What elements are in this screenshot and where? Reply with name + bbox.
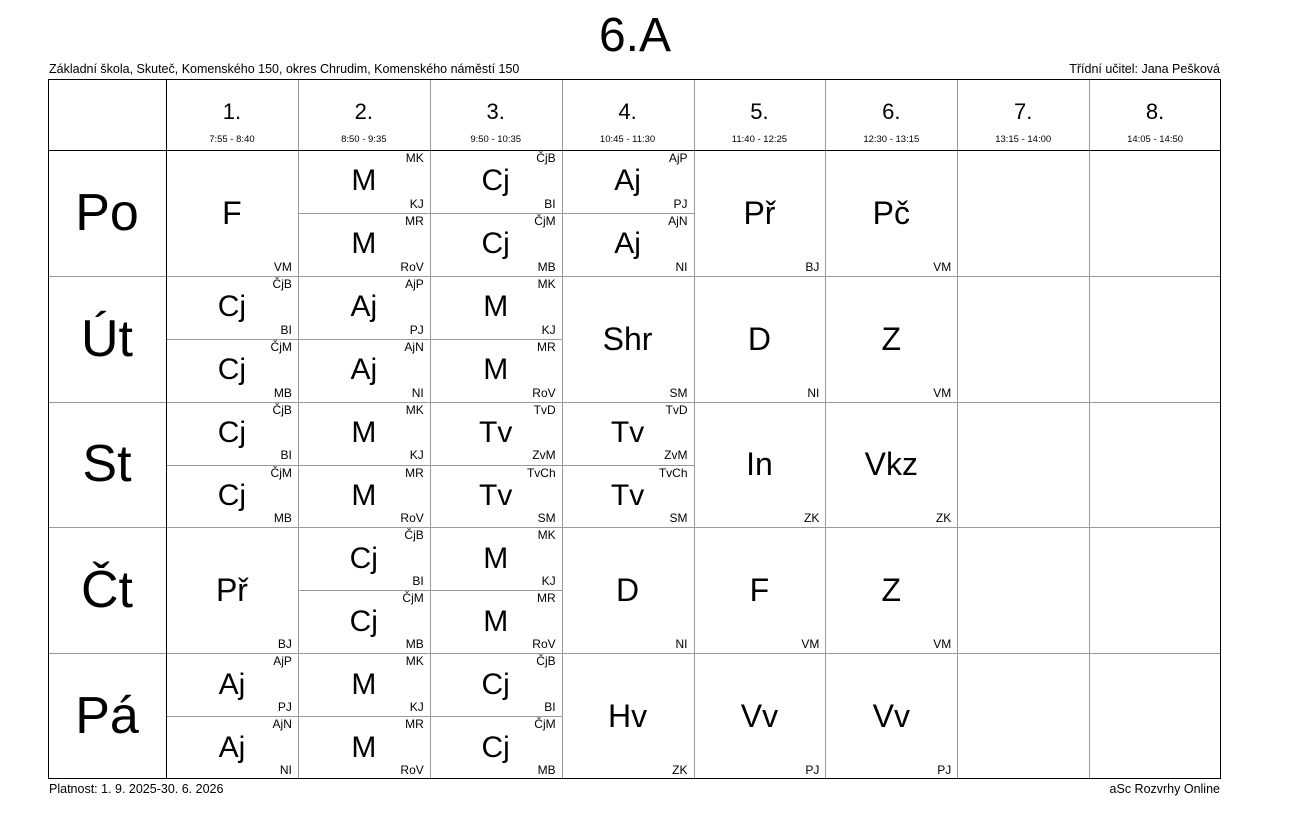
grid-border bbox=[48, 150, 1221, 151]
lesson-teacher: SM bbox=[537, 511, 556, 526]
lesson-group: ČjM bbox=[402, 591, 424, 606]
lesson-cell[interactable] bbox=[166, 716, 298, 779]
lesson-teacher: BI bbox=[280, 322, 292, 337]
lesson-subject: Př bbox=[743, 194, 776, 231]
lesson-teacher: MB bbox=[537, 762, 556, 777]
lesson-subject: Tv bbox=[610, 416, 645, 450]
lesson-teacher: RoV bbox=[400, 762, 424, 777]
lesson-subject: M bbox=[483, 604, 509, 638]
lesson-cell[interactable] bbox=[298, 465, 430, 528]
lesson-subject: Shr bbox=[602, 320, 653, 357]
period-header bbox=[166, 79, 298, 150]
row-divider bbox=[48, 402, 1221, 403]
day-name: Čt bbox=[81, 561, 133, 620]
lesson-subject: Aj bbox=[614, 164, 641, 198]
lesson-teacher: VM bbox=[273, 259, 292, 274]
grid-border bbox=[48, 79, 49, 779]
column-divider bbox=[957, 79, 958, 779]
lesson-group: TvCh bbox=[658, 465, 688, 480]
lesson-group: ČjB bbox=[536, 654, 556, 669]
lesson-cell[interactable] bbox=[298, 213, 430, 276]
lesson-subject: Pč bbox=[872, 194, 910, 231]
row-divider bbox=[48, 527, 1221, 528]
lesson-teacher: MB bbox=[273, 385, 292, 400]
lesson-subject: Tv bbox=[479, 478, 513, 512]
lesson-subject: M bbox=[351, 478, 377, 512]
lesson-group: TvCh bbox=[526, 465, 556, 480]
group-divider bbox=[430, 590, 562, 591]
lesson-teacher: MB bbox=[273, 511, 292, 526]
lesson-cell[interactable] bbox=[562, 150, 694, 213]
lesson-subject: Aj bbox=[218, 667, 246, 701]
lesson-group: ČjB bbox=[536, 151, 556, 165]
class-title: 6.A bbox=[598, 9, 672, 62]
lesson-teacher: KJ bbox=[541, 574, 556, 589]
lesson-subject: Cj bbox=[481, 667, 510, 701]
lesson-group: ČjM bbox=[534, 717, 556, 732]
column-divider bbox=[1089, 79, 1090, 779]
lesson-teacher: NI bbox=[675, 637, 688, 652]
lesson-group: MK bbox=[537, 276, 556, 291]
period-time: 8:50 - 9:35 bbox=[341, 134, 387, 145]
lesson-cell[interactable] bbox=[298, 339, 430, 402]
lesson-teacher: PJ bbox=[805, 762, 820, 777]
day-name: St bbox=[82, 435, 132, 494]
lesson-group: ČjB bbox=[272, 276, 292, 291]
lesson-cell[interactable] bbox=[166, 339, 298, 402]
lesson-cell[interactable] bbox=[694, 653, 826, 779]
lesson-cell[interactable] bbox=[562, 465, 694, 528]
lesson-teacher: ZK bbox=[672, 762, 688, 777]
group-divider bbox=[298, 590, 430, 591]
lesson-teacher: NI bbox=[411, 385, 424, 400]
lesson-subject: Tv bbox=[610, 478, 645, 512]
lesson-cell[interactable] bbox=[166, 653, 298, 716]
period-number: 2. bbox=[354, 99, 373, 124]
lesson-cell[interactable] bbox=[298, 276, 430, 339]
grid-border bbox=[1220, 79, 1221, 779]
lesson-subject: Vv bbox=[740, 698, 779, 735]
lesson-cell[interactable] bbox=[430, 590, 562, 653]
lesson-teacher: PJ bbox=[277, 700, 292, 715]
lesson-subject: D bbox=[747, 320, 771, 357]
period-header bbox=[1089, 79, 1221, 150]
lesson-subject: Cj bbox=[349, 604, 378, 638]
period-time: 11:40 - 12:25 bbox=[731, 134, 788, 145]
lesson-teacher: BI bbox=[412, 574, 424, 589]
row-divider bbox=[48, 276, 1221, 277]
lesson-group: ČjB bbox=[404, 528, 424, 543]
lesson-group: MK bbox=[405, 151, 424, 165]
lesson-cell[interactable] bbox=[166, 465, 298, 528]
lesson-cell[interactable] bbox=[825, 653, 957, 779]
lesson-cell[interactable] bbox=[825, 402, 957, 528]
lesson-teacher: VM bbox=[933, 637, 952, 652]
group-divider bbox=[430, 716, 562, 717]
lesson-cell[interactable] bbox=[430, 402, 562, 465]
lesson-group: AjN bbox=[272, 717, 292, 732]
lesson-cell[interactable] bbox=[694, 402, 826, 528]
lesson-cell[interactable] bbox=[166, 150, 298, 276]
lesson-teacher: ZK bbox=[804, 511, 820, 526]
day-name: Po bbox=[75, 183, 139, 242]
row-divider bbox=[48, 653, 1221, 654]
lesson-teacher: KJ bbox=[409, 700, 424, 715]
lesson-group: AjP bbox=[405, 276, 424, 291]
lesson-cell[interactable] bbox=[430, 465, 562, 528]
period-time: 10:45 - 11:30 bbox=[599, 134, 656, 145]
lesson-subject: M bbox=[351, 416, 377, 450]
lesson-cell[interactable] bbox=[298, 590, 430, 653]
grid-border bbox=[48, 79, 1221, 80]
column-divider bbox=[694, 79, 695, 779]
lesson-teacher: KJ bbox=[409, 448, 424, 463]
column-divider bbox=[430, 79, 431, 779]
day-label bbox=[48, 150, 166, 276]
lesson-teacher: VM bbox=[933, 259, 952, 274]
school-name: Základní škola, Skuteč, Komenského 150, okres Chrudim, Komenského náměstí 150 bbox=[49, 62, 520, 76]
group-divider bbox=[430, 465, 562, 466]
lesson-subject: Cj bbox=[481, 730, 510, 764]
lesson-cell[interactable] bbox=[562, 402, 694, 465]
lesson-group: MR bbox=[536, 339, 556, 354]
lesson-teacher: RoV bbox=[400, 259, 424, 274]
period-number: 3. bbox=[486, 99, 505, 124]
lesson-subject: Cj bbox=[481, 227, 510, 261]
lesson-subject: Hv bbox=[608, 698, 648, 735]
lesson-teacher: ZvM bbox=[664, 448, 688, 463]
group-divider bbox=[562, 465, 694, 466]
lesson-teacher: SM bbox=[669, 385, 688, 400]
lesson-teacher: BJ bbox=[277, 637, 292, 652]
lesson-teacher: NI bbox=[279, 762, 292, 777]
group-divider bbox=[298, 339, 430, 340]
lesson-cell[interactable] bbox=[430, 213, 562, 276]
lesson-subject: Cj bbox=[217, 353, 247, 387]
group-divider bbox=[166, 716, 298, 717]
lesson-subject: M bbox=[351, 164, 377, 198]
lesson-teacher: VM bbox=[801, 637, 820, 652]
lesson-group: TvD bbox=[665, 402, 688, 417]
lesson-subject: Tv bbox=[479, 416, 513, 450]
lesson-cell[interactable] bbox=[562, 653, 694, 779]
group-divider bbox=[166, 465, 298, 466]
lesson-teacher: VM bbox=[933, 385, 952, 400]
class-teacher: Třídní učitel: Jana Pešková bbox=[1069, 62, 1220, 76]
lesson-subject: M bbox=[483, 541, 509, 575]
lesson-teacher: SM bbox=[669, 511, 688, 526]
period-time: 14:05 - 14:50 bbox=[1127, 134, 1184, 145]
lesson-subject: M bbox=[351, 227, 377, 261]
day-name: Pá bbox=[75, 687, 139, 746]
lesson-teacher: ZvM bbox=[532, 448, 556, 463]
lesson-subject: Z bbox=[881, 572, 902, 609]
period-number: 1. bbox=[222, 99, 242, 124]
lesson-teacher: KJ bbox=[541, 322, 556, 337]
lesson-cell[interactable] bbox=[298, 150, 430, 213]
timetable-grid bbox=[48, 79, 1221, 779]
day-label bbox=[48, 402, 166, 528]
lesson-group: AjP bbox=[273, 654, 292, 669]
lesson-cell[interactable] bbox=[430, 276, 562, 339]
group-divider bbox=[166, 339, 298, 340]
lesson-cell[interactable] bbox=[430, 716, 562, 779]
group-divider bbox=[298, 465, 430, 466]
period-time: 12:30 - 13:15 bbox=[863, 134, 920, 145]
lesson-cell[interactable] bbox=[694, 150, 826, 276]
day-label bbox=[48, 653, 166, 779]
lesson-cell[interactable] bbox=[562, 527, 694, 653]
lesson-teacher: BI bbox=[280, 448, 292, 463]
lesson-teacher: RoV bbox=[532, 637, 556, 652]
lesson-teacher: BI bbox=[544, 196, 556, 211]
group-divider bbox=[562, 213, 694, 214]
lesson-subject: D bbox=[616, 572, 640, 609]
period-header bbox=[298, 79, 430, 150]
column-divider bbox=[562, 79, 563, 779]
validity-period: Platnost: 1. 9. 2025-30. 6. 2026 bbox=[49, 782, 224, 796]
period-header bbox=[825, 79, 957, 150]
lesson-subject: Cj bbox=[217, 416, 247, 450]
lesson-subject: M bbox=[483, 290, 509, 324]
group-divider bbox=[298, 716, 430, 717]
lesson-teacher: ZK bbox=[935, 511, 952, 526]
lesson-cell[interactable] bbox=[562, 276, 694, 402]
column-divider bbox=[825, 79, 826, 779]
lesson-teacher: BI bbox=[544, 700, 556, 715]
lesson-teacher: PJ bbox=[673, 196, 688, 211]
lesson-cell[interactable] bbox=[298, 527, 430, 590]
period-number: 8. bbox=[1145, 99, 1165, 124]
lesson-cell[interactable] bbox=[694, 527, 826, 653]
lesson-subject: M bbox=[483, 353, 509, 387]
period-header bbox=[694, 79, 826, 150]
lesson-cell[interactable] bbox=[430, 653, 562, 716]
period-number: 4. bbox=[618, 99, 637, 124]
lesson-subject: Aj bbox=[350, 290, 378, 324]
lesson-teacher: RoV bbox=[400, 511, 424, 526]
lesson-teacher: NI bbox=[807, 385, 820, 400]
lesson-cell[interactable] bbox=[298, 653, 430, 716]
period-time: 7:55 - 8:40 bbox=[209, 134, 255, 145]
group-divider bbox=[430, 339, 562, 340]
day-label bbox=[48, 276, 166, 402]
lesson-cell[interactable] bbox=[166, 402, 298, 465]
lesson-cell[interactable] bbox=[298, 402, 430, 465]
lesson-teacher: RoV bbox=[532, 385, 556, 400]
period-number: 7. bbox=[1014, 99, 1033, 124]
lesson-teacher: PJ bbox=[937, 762, 952, 777]
lesson-group: AjN bbox=[668, 213, 688, 228]
lesson-subject: Cj bbox=[217, 290, 247, 324]
period-time: 9:50 - 10:35 bbox=[470, 134, 522, 145]
lesson-subject: Vv bbox=[872, 698, 910, 735]
lesson-teacher: KJ bbox=[409, 196, 424, 211]
lesson-cell[interactable] bbox=[298, 716, 430, 779]
lesson-subject: F bbox=[749, 572, 770, 609]
group-divider bbox=[430, 213, 562, 214]
lesson-group: TvD bbox=[533, 402, 556, 417]
lesson-cell[interactable] bbox=[825, 527, 957, 653]
lesson-subject: F bbox=[222, 194, 242, 231]
lesson-group: ČjM bbox=[270, 339, 292, 354]
lesson-teacher: PJ bbox=[409, 322, 424, 337]
lesson-cell[interactable] bbox=[166, 276, 298, 339]
period-header bbox=[562, 79, 694, 150]
lesson-subject: Aj bbox=[614, 227, 641, 261]
software-credit: aSc Rozvrhy Online bbox=[1109, 782, 1220, 796]
lesson-cell[interactable] bbox=[825, 150, 957, 276]
lesson-subject: Z bbox=[881, 320, 902, 357]
lesson-cell[interactable] bbox=[430, 339, 562, 402]
lesson-teacher: MB bbox=[405, 637, 424, 652]
period-header bbox=[430, 79, 562, 150]
lesson-cell[interactable] bbox=[825, 276, 957, 402]
lesson-teacher: BJ bbox=[805, 259, 820, 274]
lesson-subject: Vkz bbox=[864, 446, 918, 483]
lesson-group: AjN bbox=[404, 339, 424, 354]
lesson-cell[interactable] bbox=[562, 213, 694, 276]
period-number: 6. bbox=[882, 99, 901, 124]
lesson-subject: Aj bbox=[218, 730, 246, 764]
column-divider bbox=[298, 79, 299, 779]
lesson-subject: In bbox=[746, 446, 773, 483]
lesson-group: MR bbox=[536, 591, 556, 606]
lesson-group: MR bbox=[405, 213, 424, 228]
period-time: 13:15 - 14:00 bbox=[995, 134, 1052, 145]
lesson-group: MR bbox=[405, 465, 424, 480]
grid-border bbox=[48, 778, 1221, 779]
lesson-group: AjP bbox=[668, 151, 688, 165]
lesson-subject: Př bbox=[215, 572, 248, 609]
lesson-group: MK bbox=[537, 528, 556, 543]
lesson-subject: Cj bbox=[481, 164, 510, 198]
lesson-subject: M bbox=[351, 730, 377, 764]
lesson-subject: Cj bbox=[349, 541, 378, 575]
grid-border bbox=[166, 79, 167, 779]
day-label bbox=[48, 527, 166, 653]
lesson-group: ČjB bbox=[272, 402, 292, 417]
lesson-group: ČjM bbox=[534, 213, 556, 228]
lesson-cell[interactable] bbox=[166, 527, 298, 653]
lesson-teacher: MB bbox=[537, 259, 556, 274]
lesson-subject: Cj bbox=[217, 478, 247, 512]
period-header bbox=[957, 79, 1089, 150]
lesson-group: MR bbox=[405, 717, 424, 732]
lesson-group: MK bbox=[405, 402, 424, 417]
lesson-subject: M bbox=[351, 667, 377, 701]
period-number: 5. bbox=[750, 99, 769, 124]
day-name: Út bbox=[81, 309, 133, 368]
lesson-group: ČjM bbox=[270, 465, 292, 480]
lesson-cell[interactable] bbox=[694, 276, 826, 402]
lesson-group: MK bbox=[405, 654, 424, 669]
group-divider bbox=[298, 213, 430, 214]
lesson-subject: Aj bbox=[350, 353, 378, 387]
lesson-cell[interactable] bbox=[430, 150, 562, 213]
lesson-teacher: NI bbox=[675, 259, 688, 274]
lesson-cell[interactable] bbox=[430, 527, 562, 590]
